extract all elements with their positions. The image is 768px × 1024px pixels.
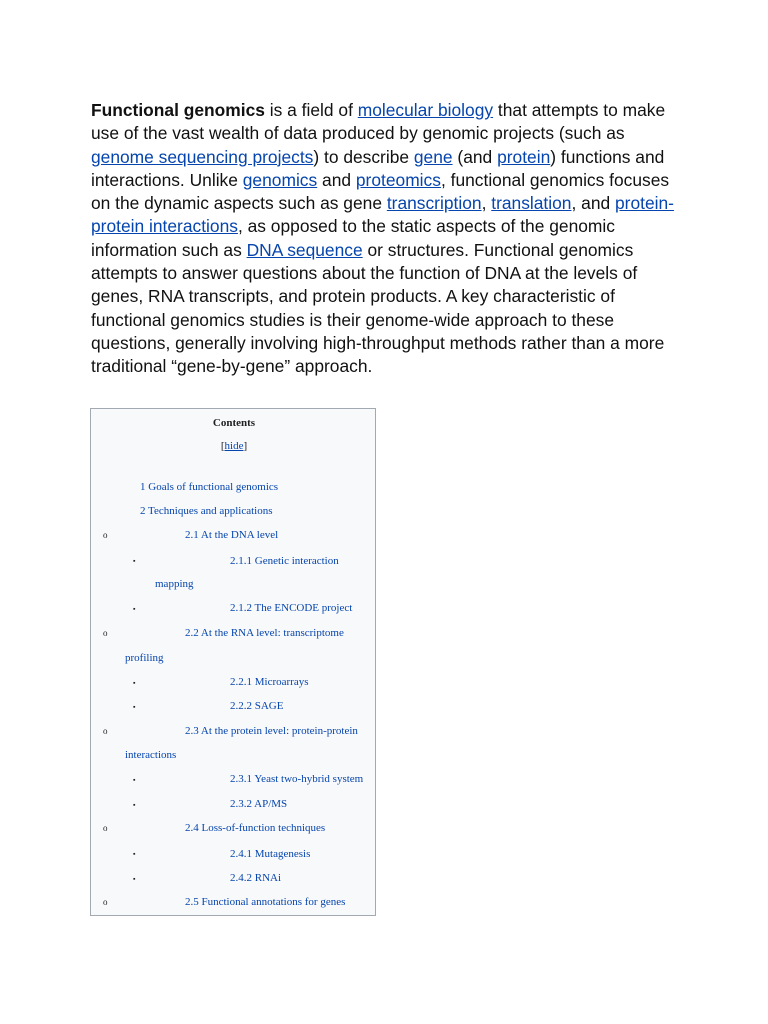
text-run: ) to describe — [313, 146, 414, 167]
text-run: is a field of — [264, 100, 358, 120]
toc-entry-2-2-2[interactable]: 2.2.2 SAGE — [230, 700, 284, 712]
square-bullet-icon: ▪ — [133, 703, 136, 711]
toc-hide-toggle: [hide] — [220, 440, 248, 452]
link-proteomics[interactable]: proteomics — [355, 169, 441, 190]
text-run: or structures. Functional genomics attempts to answer questions about the function of DNA at the levels of genes, RNA transcripts, and protein products. A key characteristic of functional genomics studies is their genome-wide approach to these questions, generally involving high-throughput methods rather than a more traditional “gene-by-gene” approach. — [91, 239, 665, 377]
square-bullet-icon: ▪ — [133, 557, 136, 565]
circle-bullet-icon: o — [103, 726, 108, 736]
toc-entry-2-3-1[interactable]: 2.3.1 Yeast two-hybrid system — [230, 773, 364, 785]
text-run: that attempts to make use of the vast wealth of data produced by genomic projects (such as — [91, 100, 666, 144]
toc-entry-2-1[interactable]: 2.1 At the DNA level — [185, 529, 279, 541]
link-dna-sequence[interactable]: DNA sequence — [246, 239, 363, 260]
toc-entry-2-1-2[interactable]: 2.1.2 The ENCODE project — [230, 602, 353, 614]
link-genome-sequencing-projects[interactable]: genome sequencing projects — [91, 146, 314, 167]
toc-entry-2-5[interactable]: 2.5 Functional annotations for genes — [185, 896, 346, 908]
toc-entry-2-1-1-cont[interactable]: mapping — [155, 578, 194, 590]
toc-entry-2-2[interactable]: 2.2 At the RNA level: transcriptome — [185, 627, 344, 639]
toc-entry-2-4-1[interactable]: 2.4.1 Mutagenesis — [230, 848, 311, 860]
link-genomics[interactable]: genomics — [242, 169, 318, 190]
text-run: (and — [452, 146, 498, 167]
circle-bullet-icon: o — [103, 628, 108, 638]
link-translation[interactable]: translation — [491, 193, 572, 214]
text-run: , — [481, 193, 492, 214]
link-transcription[interactable]: transcription — [386, 193, 482, 214]
toc-entry-2-1-1[interactable]: 2.1.1 Genetic interaction — [230, 555, 339, 567]
link-molecular-biology[interactable]: molecular biology — [357, 100, 494, 120]
text-run: ) functions and interactions. Unlike — [91, 146, 665, 190]
toc-entry-2-2-cont[interactable]: profiling — [125, 652, 164, 664]
text-run: , and — [571, 193, 615, 214]
square-bullet-icon: ▪ — [133, 875, 136, 883]
toc-entry-2-4[interactable]: 2.4 Loss-of-function techniques — [185, 822, 326, 834]
circle-bullet-icon: o — [103, 897, 108, 907]
link-protein-protein-interactions[interactable]: protein-protein interactions — [91, 193, 674, 237]
square-bullet-icon: ▪ — [133, 776, 136, 784]
toc-entry-1[interactable]: 1 Goals of functional genomics — [140, 481, 279, 493]
square-bullet-icon: ▪ — [133, 850, 136, 858]
toc-title: Contents — [212, 417, 256, 429]
square-bullet-icon: ▪ — [133, 679, 136, 687]
square-bullet-icon: ▪ — [133, 801, 136, 809]
text-run: , functional genomics focuses on the dynamic aspects such as gene — [91, 169, 670, 214]
toc-entry-2-4-2[interactable]: 2.4.2 RNAi — [230, 872, 282, 884]
toc-entry-2-2-1[interactable]: 2.2.1 Microarrays — [230, 676, 309, 688]
table-of-contents — [90, 408, 376, 916]
link-gene[interactable]: gene — [413, 146, 453, 167]
text-run: and — [317, 169, 356, 190]
toc-entry-2-3[interactable]: 2.3 At the protein level: protein-protein — [185, 725, 358, 737]
link-protein[interactable]: protein — [497, 146, 551, 167]
circle-bullet-icon: o — [103, 530, 108, 540]
square-bullet-icon: ▪ — [133, 605, 136, 613]
toc-entry-2-3-cont[interactable]: interactions — [125, 749, 177, 761]
toc-entry-2[interactable]: 2 Techniques and applications — [140, 505, 273, 517]
toc-hide-link[interactable]: hide — [224, 440, 244, 452]
intro-paragraph — [91, 99, 691, 379]
lead-term: Functional genomics — [91, 100, 265, 120]
text-run: , as opposed to the static aspects of the genomic information such as — [91, 216, 615, 260]
toc-entry-2-3-2[interactable]: 2.3.2 AP/MS — [230, 798, 288, 810]
circle-bullet-icon: o — [103, 823, 108, 833]
